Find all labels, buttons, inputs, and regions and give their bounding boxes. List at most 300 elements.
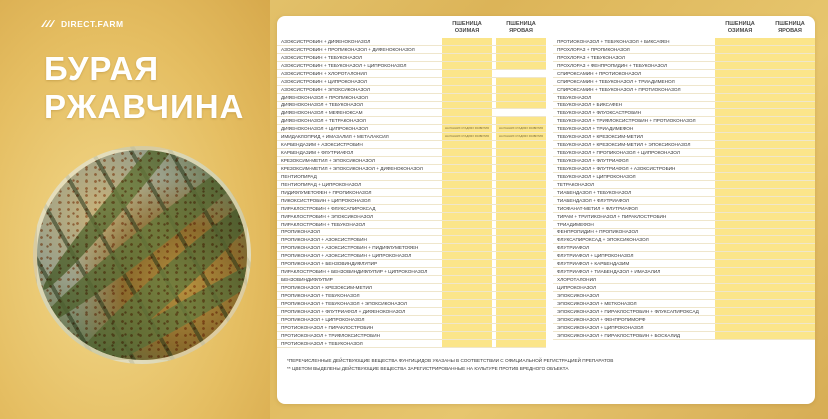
table-row — [277, 292, 546, 300]
winter-wheat-cell — [715, 38, 765, 45]
winter-wheat-cell — [442, 70, 492, 77]
wheat-icon — [40, 18, 56, 29]
winter-wheat-cell — [715, 165, 765, 172]
title-line-2: РЖАВЧИНА — [44, 88, 245, 125]
table-row — [277, 86, 546, 94]
active-ingredient-name: ФЛУКСАПИРОКСАД + ЭПОКСИКОНАЗОЛ — [557, 237, 649, 243]
spring-wheat-cell — [765, 181, 815, 188]
winter-wheat-cell — [715, 252, 765, 259]
header-winter-wheat: ПШЕНИЦА ОЗИМАЯ — [452, 21, 482, 34]
table-row — [277, 125, 546, 133]
table-row — [277, 78, 546, 86]
spring-wheat-cell — [496, 189, 546, 196]
spring-wheat-cell — [496, 141, 546, 148]
spring-wheat-cell — [496, 205, 546, 212]
table-row — [277, 62, 546, 70]
table-row — [277, 300, 546, 308]
spring-wheat-cell — [496, 149, 546, 156]
active-ingredient-name: АЗОКСИСТРОБИН + ДИФЕНОКОНАЗОЛ — [281, 38, 371, 44]
right-table-rows — [553, 38, 815, 340]
spring-wheat-cell — [496, 94, 546, 101]
table-row — [553, 324, 815, 332]
active-ingredient-name: ПЕНТИОПИРАД + ЦИПРОКОНАЗОЛ — [281, 181, 362, 187]
table-row — [553, 213, 815, 221]
table-row — [277, 316, 546, 324]
active-ingredient-name: АЗОКСИСТРОБИН + ТЕБУКОНАЗОЛ — [281, 54, 363, 60]
active-ingredient-name: ЭПОКСИКОНАЗОЛ + ПИРАКЛОСТРОБИН + БОСКАЛИД — [557, 332, 681, 338]
footnotes — [287, 357, 613, 373]
active-ingredient-name: ФЛУТРИАФОЛ — [557, 245, 590, 251]
active-ingredient-name: ПИКОКСИСТРОБИН + ЦИПРОКОНАЗОЛ — [281, 197, 371, 203]
active-ingredient-name: БЕНЗОВИНДИФЛУПИР — [281, 277, 333, 283]
winter-wheat-cell — [715, 109, 765, 116]
active-ingredient-name: ПРОТИОКОНАЗОЛ + ТЕБУКОНАЗОЛ — [281, 340, 363, 346]
active-ingredient-name: ПРОПИКОНАЗОЛ + ФЛУТРИАФОЛ + ДИФЕНОКОНАЗОЛ — [281, 308, 406, 314]
spring-wheat-cell — [496, 268, 546, 275]
spring-wheat-cell — [496, 244, 546, 251]
spring-wheat-cell — [496, 117, 546, 124]
spring-wheat-cell — [765, 109, 815, 116]
winter-wheat-cell — [715, 54, 765, 61]
spring-wheat-cell — [496, 308, 546, 315]
spring-wheat-cell — [765, 70, 815, 77]
active-ingredient-name: КРЕЗОКСИМ-МЕТИЛ + ЭПОКСИКОНАЗОЛ + ДИФЕНОКОНАЗОЛ — [281, 165, 423, 171]
table-row — [553, 157, 815, 165]
winter-wheat-cell — [442, 236, 492, 243]
table-row — [277, 197, 546, 205]
spring-wheat-cell — [765, 197, 815, 204]
header-winter-wheat: ПШЕНИЦА ОЗИМАЯ — [725, 21, 755, 34]
winter-wheat-cell — [715, 260, 765, 267]
table-row — [553, 284, 815, 292]
spring-wheat-cell — [496, 197, 546, 204]
spring-wheat-cell — [496, 324, 546, 331]
active-ingredient-name: ПИРАКЛОСТРОБИН + БЕНЗОВИНДИФЛУПИР + ЦИПРОКОНАЗОЛ — [281, 269, 428, 275]
spring-wheat-cell — [765, 86, 815, 93]
winter-wheat-cell — [442, 221, 492, 228]
active-ingredient-name: ТЕБУКОНАЗОЛ + БИКСАФЕН — [557, 102, 622, 108]
winter-wheat-cell — [715, 46, 765, 53]
winter-wheat-cell — [442, 86, 492, 93]
table-row — [277, 173, 546, 181]
spring-wheat-cell — [765, 54, 815, 61]
winter-wheat-cell — [442, 117, 492, 124]
table-row — [277, 221, 546, 229]
spring-wheat-cell — [496, 276, 546, 283]
table-row — [277, 229, 546, 237]
winter-wheat-cell — [442, 38, 492, 45]
spring-wheat-cell — [765, 332, 815, 339]
winter-wheat-cell — [442, 62, 492, 69]
active-ingredient-name: ДИФЕНОКОНАЗОЛ + ТЕТРАКОНАЗОЛ — [281, 118, 366, 124]
table-row — [553, 205, 815, 213]
table-row — [277, 109, 546, 117]
table-row — [553, 133, 815, 141]
spring-wheat-cell — [765, 300, 815, 307]
active-ingredient-name: АЗОКСИСТРОБИН + ПРОПИКОНАЗОЛ + ДИФЕНОКОНАЗОЛ — [281, 46, 415, 52]
table-row — [277, 284, 546, 292]
table-row — [277, 165, 546, 173]
active-ingredient-name: ПРОПИКОНАЗОЛ + АЗОКСИСТРОБИН + ЦИПРОКОНАЗОЛ — [281, 253, 412, 259]
active-ingredient-name: ПРОТИОКОНАЗОЛ + ПИРАКЛОСТРОБИН — [281, 324, 374, 330]
active-ingredient-name: АЗОКСИСТРОБИН + ЦИПРОКОНАЗОЛ — [281, 78, 367, 84]
brand-logo[interactable] — [40, 18, 124, 29]
active-ingredient-name: КРЕЗОКСИМ-МЕТИЛ + ЭПОКСИКОНАЗОЛ — [281, 158, 375, 164]
spring-wheat-cell — [496, 284, 546, 291]
active-ingredient-name: ТЕБУКОНАЗОЛ + ЦИПРОКОНАЗОЛ — [557, 173, 636, 179]
header-spring-wheat: ПШЕНИЦА ЯРОВАЯ — [506, 21, 536, 34]
table-row — [277, 252, 546, 260]
table-row — [553, 54, 815, 62]
winter-wheat-cell — [715, 181, 765, 188]
spring-wheat-cell — [765, 316, 815, 323]
winter-wheat-cell — [715, 102, 765, 109]
active-ingredient-name: ПРОПИКОНАЗОЛ + АЗОКСИСТРОБИН + ПИДИФЛУМЕТОФЕН — [281, 245, 419, 251]
spring-wheat-cell — [496, 109, 546, 116]
winter-wheat-cell — [442, 316, 492, 323]
table-row — [277, 340, 546, 348]
table-row — [277, 213, 546, 221]
active-ingredient-name: ПРОПИКОНАЗОЛ + БЕНЗОВИНДИФЛУПИР — [281, 261, 378, 267]
winter-wheat-cell — [715, 229, 765, 236]
spring-wheat-cell — [496, 46, 546, 53]
active-ingredient-name: СПИРОКСАМИН + ТЕБУКОНАЗОЛ + ПРОТИОКОНАЗОЛ — [557, 86, 681, 92]
spring-wheat-cell — [496, 316, 546, 323]
table-row — [553, 78, 815, 86]
active-ingredient-name: ТИАБЕНДАЗОЛ + ФЛУТРИАФОЛ — [557, 197, 630, 203]
spring-wheat-cell — [765, 213, 815, 220]
spring-wheat-cell — [496, 252, 546, 259]
spring-wheat-cell — [765, 229, 815, 236]
active-ingredient-name: ПИДИФЛУМЕТОФЕН + ПРОПИКОНАЗОЛ — [281, 189, 372, 195]
table-row — [277, 117, 546, 125]
spring-wheat-cell — [496, 332, 546, 339]
table-row — [277, 189, 546, 197]
footnote-1: *ПЕРЕЧИСЛЕННЫЕ ДЕЙСТВУЮЩИЕ ВЕЩЕСТВА ФУНГИЦИДОВ УКАЗАНЫ В СООТВЕТСТВИИ С ОФИЦИАЛЬНОЙ РЕГИСТРАЦИЕЙ ПРЕПАРАТОВ — [287, 358, 614, 363]
rust-spots — [37, 150, 247, 360]
table-row — [277, 260, 546, 268]
table-row — [553, 332, 815, 340]
page-title — [44, 50, 244, 126]
spring-wheat-cell — [496, 70, 546, 77]
spring-wheat-cell: НА РАННИХ СТАДИЯХ РАЗВИТИЯ — [496, 125, 546, 132]
winter-wheat-cell — [715, 141, 765, 148]
fungicide-table-card — [277, 16, 815, 404]
active-ingredient-name: ПРОТИОКОНАЗОЛ + ТЕБУКОНАЗОЛ + БИКСАФЕН — [557, 38, 670, 44]
winter-wheat-cell — [715, 133, 765, 140]
table-row — [553, 252, 815, 260]
table-row — [277, 149, 546, 157]
table-row — [553, 221, 815, 229]
active-ingredient-name: ЭПОКСИКОНАЗОЛ — [557, 292, 600, 298]
spring-wheat-cell — [496, 86, 546, 93]
spring-wheat-cell — [765, 46, 815, 53]
active-ingredient-name: КАРБЕНДАЗИМ + ФЛУТРИАФОЛ — [281, 150, 354, 156]
winter-wheat-cell — [442, 78, 492, 85]
winter-wheat-cell — [715, 300, 765, 307]
winter-wheat-cell — [715, 284, 765, 291]
table-row — [553, 244, 815, 252]
table-row — [553, 117, 815, 125]
winter-wheat-cell — [442, 189, 492, 196]
active-ingredient-name: ЭПОКСИКОНАЗОЛ + МЕТКОНАЗОЛ — [557, 300, 637, 306]
active-ingredient-name: ПРОПИКОНАЗОЛ + АЗОКСИСТРОБИН — [281, 237, 367, 243]
table-row — [277, 94, 546, 102]
winter-wheat-cell — [715, 276, 765, 283]
spring-wheat-cell — [765, 117, 815, 124]
active-ingredient-name: КАРБЕНДАЗИМ + АЗОКСИСТРОБИН — [281, 142, 363, 148]
active-ingredient-name: ТИРАМ + ТРИТИКОНАЗОЛ + ПИРАКЛОСТРОБИН — [557, 213, 667, 219]
active-ingredient-name: ТЕБУКОНАЗОЛ + ФЛУТРИАФОЛ — [557, 158, 629, 164]
winter-wheat-cell — [442, 324, 492, 331]
spring-wheat-cell — [765, 102, 815, 109]
active-ingredient-name: ПРОТИОКОНАЗОЛ + ТРИФЛОКСИСТРОБИН — [281, 332, 381, 338]
winter-wheat-cell — [442, 197, 492, 204]
winter-wheat-cell — [442, 109, 492, 116]
active-ingredient-name: ДИФЕНОКОНАЗОЛ + ТЕБУКОНАЗОЛ — [281, 102, 364, 108]
brand-name: DIRECT.FARM — [61, 18, 124, 29]
table-row — [553, 260, 815, 268]
active-ingredient-name: ТЕБУКОНАЗОЛ + КРЕЗОКСИМ-МЕТИЛ + ЭПОКСИКОНАЗОЛ — [557, 142, 691, 148]
active-ingredient-name: ТИАБЕНДАЗОЛ + ТЕБУКОНАЗОЛ — [557, 189, 632, 195]
table-row — [277, 38, 546, 46]
spring-wheat-cell — [765, 252, 815, 259]
winter-wheat-cell — [442, 308, 492, 315]
spring-wheat-cell — [496, 221, 546, 228]
table-row — [277, 54, 546, 62]
winter-wheat-cell — [715, 70, 765, 77]
spring-wheat-cell — [765, 157, 815, 164]
table-row — [553, 229, 815, 237]
left-panel — [0, 0, 270, 419]
active-ingredient-name: ПРОПИКОНАЗОЛ + ЦИПРОКОНАЗОЛ — [281, 316, 365, 322]
table-row — [553, 173, 815, 181]
spring-wheat-cell — [765, 78, 815, 85]
table-row — [277, 244, 546, 252]
spring-wheat-cell — [496, 300, 546, 307]
winter-wheat-cell — [442, 332, 492, 339]
spring-wheat-cell — [496, 54, 546, 61]
winter-wheat-cell — [442, 165, 492, 172]
winter-wheat-cell — [715, 189, 765, 196]
table-row — [277, 141, 546, 149]
spring-wheat-cell — [496, 340, 546, 347]
table-row — [553, 316, 815, 324]
table-row — [277, 46, 546, 54]
table-row — [553, 62, 815, 70]
spring-wheat-cell — [765, 260, 815, 267]
active-ingredient-name: ИМИДАКЛОПРИД + ИМАЗАЛИЛ + МЕТАЛАКСИЛ — [281, 134, 389, 140]
winter-wheat-cell — [715, 149, 765, 156]
active-ingredient-name: ПРОХЛОРАЗ + ПРОПИКОНАЗОЛ — [557, 46, 630, 52]
active-ingredient-name: ЭПОКСИКОНАЗОЛ + ПИРАКЛОСТРОБИН + ФЛУКСАПИРОКСАД — [557, 308, 699, 314]
spring-wheat-cell — [765, 125, 815, 132]
winter-wheat-cell — [442, 205, 492, 212]
spring-wheat-cell — [765, 308, 815, 315]
table-row — [277, 133, 546, 141]
active-ingredient-name: ПРОПИКОНАЗОЛ — [281, 229, 321, 235]
winter-wheat-cell — [715, 324, 765, 331]
active-ingredient-name: ПРОПИКОНАЗОЛ + ТЕБУКОНАЗОЛ + ЭПОКСИКОНАЗОЛ — [281, 300, 407, 306]
spring-wheat-cell — [496, 165, 546, 172]
table-row — [553, 181, 815, 189]
winter-wheat-cell — [442, 94, 492, 101]
spring-wheat-cell — [765, 189, 815, 196]
winter-wheat-cell — [715, 213, 765, 220]
winter-wheat-cell — [715, 78, 765, 85]
header-spring-wheat: ПШЕНИЦА ЯРОВАЯ — [775, 21, 805, 34]
active-ingredient-name: ЭПОКСИКОНАЗОЛ + ЦИПРОКОНАЗОЛ — [557, 324, 644, 330]
active-ingredient-name: ФЕНПРОПИДИН + ПРОПИКОНАЗОЛ — [557, 229, 639, 235]
winter-wheat-cell — [715, 62, 765, 69]
table-row — [277, 205, 546, 213]
active-ingredient-name: ДИФЕНОКОНАЗОЛ + МЕФЕНОКСАМ — [281, 110, 363, 116]
winter-wheat-cell — [715, 173, 765, 180]
footnote-2: ** ЦВЕТОМ ВЫДЕЛЕНЫ ДЕЙСТВУЮЩИЕ ВЕЩЕСТВА ЗАРЕГИСТРИРОВАННЫЕ НА КУЛЬТУРЕ ПРОТИВ ВРЕДНОГО ОБЪЕКТА — [287, 366, 569, 371]
active-ingredient-name: ТЕБУКОНАЗОЛ + КРЕЗОКСИМ-МЕТИЛ — [557, 134, 644, 140]
table-row — [553, 268, 815, 276]
table-row — [277, 308, 546, 316]
table-row — [553, 94, 815, 102]
winter-wheat-cell — [715, 94, 765, 101]
active-ingredient-name: СПИРОКСАМИН + ТЕБУКОНАЗОЛ + ТРИАДИМЕНОЛ — [557, 78, 675, 84]
active-ingredient-name: ТИОФАНАТ-МЕТИЛ + ФЛУТРИАФОЛ — [557, 205, 638, 211]
winter-wheat-cell — [715, 332, 765, 339]
active-ingredient-name: ДИФЕНОКОНАЗОЛ + ПРОПИКОНАЗОЛ — [281, 94, 368, 100]
left-table-rows — [277, 38, 546, 348]
spring-wheat-cell — [765, 38, 815, 45]
winter-wheat-cell — [442, 102, 492, 109]
winter-wheat-cell — [442, 141, 492, 148]
winter-wheat-cell: НА РАННИХ СТАДИЯХ РАЗВИТИЯ — [442, 125, 492, 132]
active-ingredient-name: ПИРАКЛОСТРОБИН + ТЕБУКОНАЗОЛ — [281, 221, 366, 227]
spring-wheat-cell: НА РАННИХ СТАДИЯХ РАЗВИТИЯ — [496, 133, 546, 140]
winter-wheat-cell — [715, 205, 765, 212]
title-line-1: БУРАЯ — [44, 50, 160, 87]
table-row — [553, 86, 815, 94]
spring-wheat-cell — [765, 149, 815, 156]
spring-wheat-cell — [496, 62, 546, 69]
spring-wheat-cell — [496, 260, 546, 267]
winter-wheat-cell — [442, 149, 492, 156]
active-ingredient-name: ТЕБУКОНАЗОЛ + ФЛУТРИАФОЛ + АЗОКСИСТРОБИН — [557, 165, 676, 171]
table-row — [277, 102, 546, 110]
table-row — [553, 189, 815, 197]
active-ingredient-name: ХЛОРОТАЛОНИЛ — [557, 277, 597, 283]
active-ingredient-name: ПИРАКЛОСТРОБИН + ФЛУКСАПИРОКСАД — [281, 205, 376, 211]
spring-wheat-cell — [496, 292, 546, 299]
active-ingredient-name: АЗОКСИСТРОБИН + ЭПОКСИКОНАЗОЛ — [281, 86, 370, 92]
winter-wheat-cell — [442, 54, 492, 61]
winter-wheat-cell — [442, 284, 492, 291]
active-ingredient-name: ПРОХЛОРАЗ + ФЕНПРОПИДИН + ТЕБУКОНАЗОЛ — [557, 62, 668, 68]
table-row — [553, 141, 815, 149]
spring-wheat-cell — [765, 94, 815, 101]
spring-wheat-cell — [765, 324, 815, 331]
spring-wheat-cell — [765, 284, 815, 291]
winter-wheat-cell — [715, 86, 765, 93]
table-row — [553, 70, 815, 78]
spring-wheat-cell — [496, 236, 546, 243]
winter-wheat-cell — [715, 236, 765, 243]
spring-wheat-cell — [765, 276, 815, 283]
active-ingredient-name: ФЛУТРИАФОЛ + КАРБЕНДАЗИМ — [557, 261, 630, 267]
table-row — [277, 236, 546, 244]
winter-wheat-cell — [442, 181, 492, 188]
table-row — [553, 46, 815, 54]
winter-wheat-cell — [715, 157, 765, 164]
winter-wheat-cell — [442, 244, 492, 251]
active-ingredient-name: ЭПОКСИКОНАЗОЛ + ФЕНПРОПИМОРФ — [557, 316, 646, 322]
table-row — [553, 102, 815, 110]
winter-wheat-cell — [715, 244, 765, 251]
winter-wheat-cell — [442, 157, 492, 164]
active-ingredient-name: ТЕТРАКОНАЗОЛ — [557, 181, 595, 187]
winter-wheat-cell — [442, 252, 492, 259]
spring-wheat-cell — [765, 165, 815, 172]
spring-wheat-cell — [496, 38, 546, 45]
table-row — [277, 268, 546, 276]
table-row — [553, 38, 815, 46]
active-ingredient-name: ТЕБУКОНАЗОЛ + ФЛУОКСАСТРОБИН — [557, 110, 642, 116]
active-ingredient-name: ПЕНТИОПИРАД — [281, 173, 317, 179]
active-ingredient-name: ТЕБУКОНАЗОЛ — [557, 94, 592, 100]
active-ingredient-name: ФЛУТРИАФОЛ + ТИАБЕНДАЗОЛ + ИМАЗАЛИЛ — [557, 269, 661, 275]
table-row — [553, 300, 815, 308]
active-ingredient-name: ПРОХЛОРАЗ + ТЕБУКОНАЗОЛ — [557, 54, 625, 60]
active-ingredient-name: АЗОКСИСТРОБИН + ТЕБУКОНАЗОЛ + ЦИПРОКОНАЗОЛ — [281, 62, 407, 68]
winter-wheat-cell — [715, 117, 765, 124]
active-ingredient-name: ТРИАДИМЕФОН — [557, 221, 594, 227]
spring-wheat-cell — [496, 181, 546, 188]
table-row — [553, 308, 815, 316]
winter-wheat-cell — [715, 125, 765, 132]
table-row — [553, 125, 815, 133]
table-row — [553, 236, 815, 244]
table-row — [553, 197, 815, 205]
table-row — [277, 181, 546, 189]
active-ingredient-name: ТЕБУКОНАЗОЛ + ТРИАДИМЕФОН — [557, 126, 634, 132]
spring-wheat-cell — [765, 205, 815, 212]
active-ingredient-name: ТЕБУКОНАЗОЛ + ТРИФЛОКСИСТРОБИН + ПРОТИОКОНАЗОЛ — [557, 118, 696, 124]
active-ingredient-name: ФЛУТРИАФОЛ + ЦИПРОКОНАЗОЛ — [557, 253, 634, 259]
winter-wheat-cell — [715, 221, 765, 228]
spring-wheat-cell — [765, 62, 815, 69]
spring-wheat-cell — [496, 213, 546, 220]
table-row — [277, 157, 546, 165]
winter-wheat-cell — [442, 213, 492, 220]
active-ingredient-name: ТЕБУКОНАЗОЛ + ПРОПИКОНАЗОЛ + ЦИПРОКОНАЗОЛ — [557, 150, 680, 156]
spring-wheat-cell — [496, 173, 546, 180]
active-ingredient-name: ПИРАКЛОСТРОБИН + ЭПОКСИКОНАЗОЛ — [281, 213, 374, 219]
table-row — [553, 276, 815, 284]
active-ingredient-name: ЦИПРОКОНАЗОЛ — [557, 285, 597, 291]
table-row — [553, 292, 815, 300]
spring-wheat-cell — [765, 236, 815, 243]
spring-wheat-cell — [496, 102, 546, 109]
winter-wheat-cell — [442, 173, 492, 180]
spring-wheat-cell — [765, 268, 815, 275]
winter-wheat-cell — [442, 229, 492, 236]
table-row — [553, 149, 815, 157]
rust-leaf-photo — [33, 146, 251, 364]
winter-wheat-cell — [442, 340, 492, 347]
table-row — [277, 332, 546, 340]
winter-wheat-cell — [715, 308, 765, 315]
spring-wheat-cell — [765, 244, 815, 251]
active-ingredient-name: СПИРОКСАМИН + ПРОТИОКОНАЗОЛ — [557, 70, 642, 76]
winter-wheat-cell — [715, 292, 765, 299]
